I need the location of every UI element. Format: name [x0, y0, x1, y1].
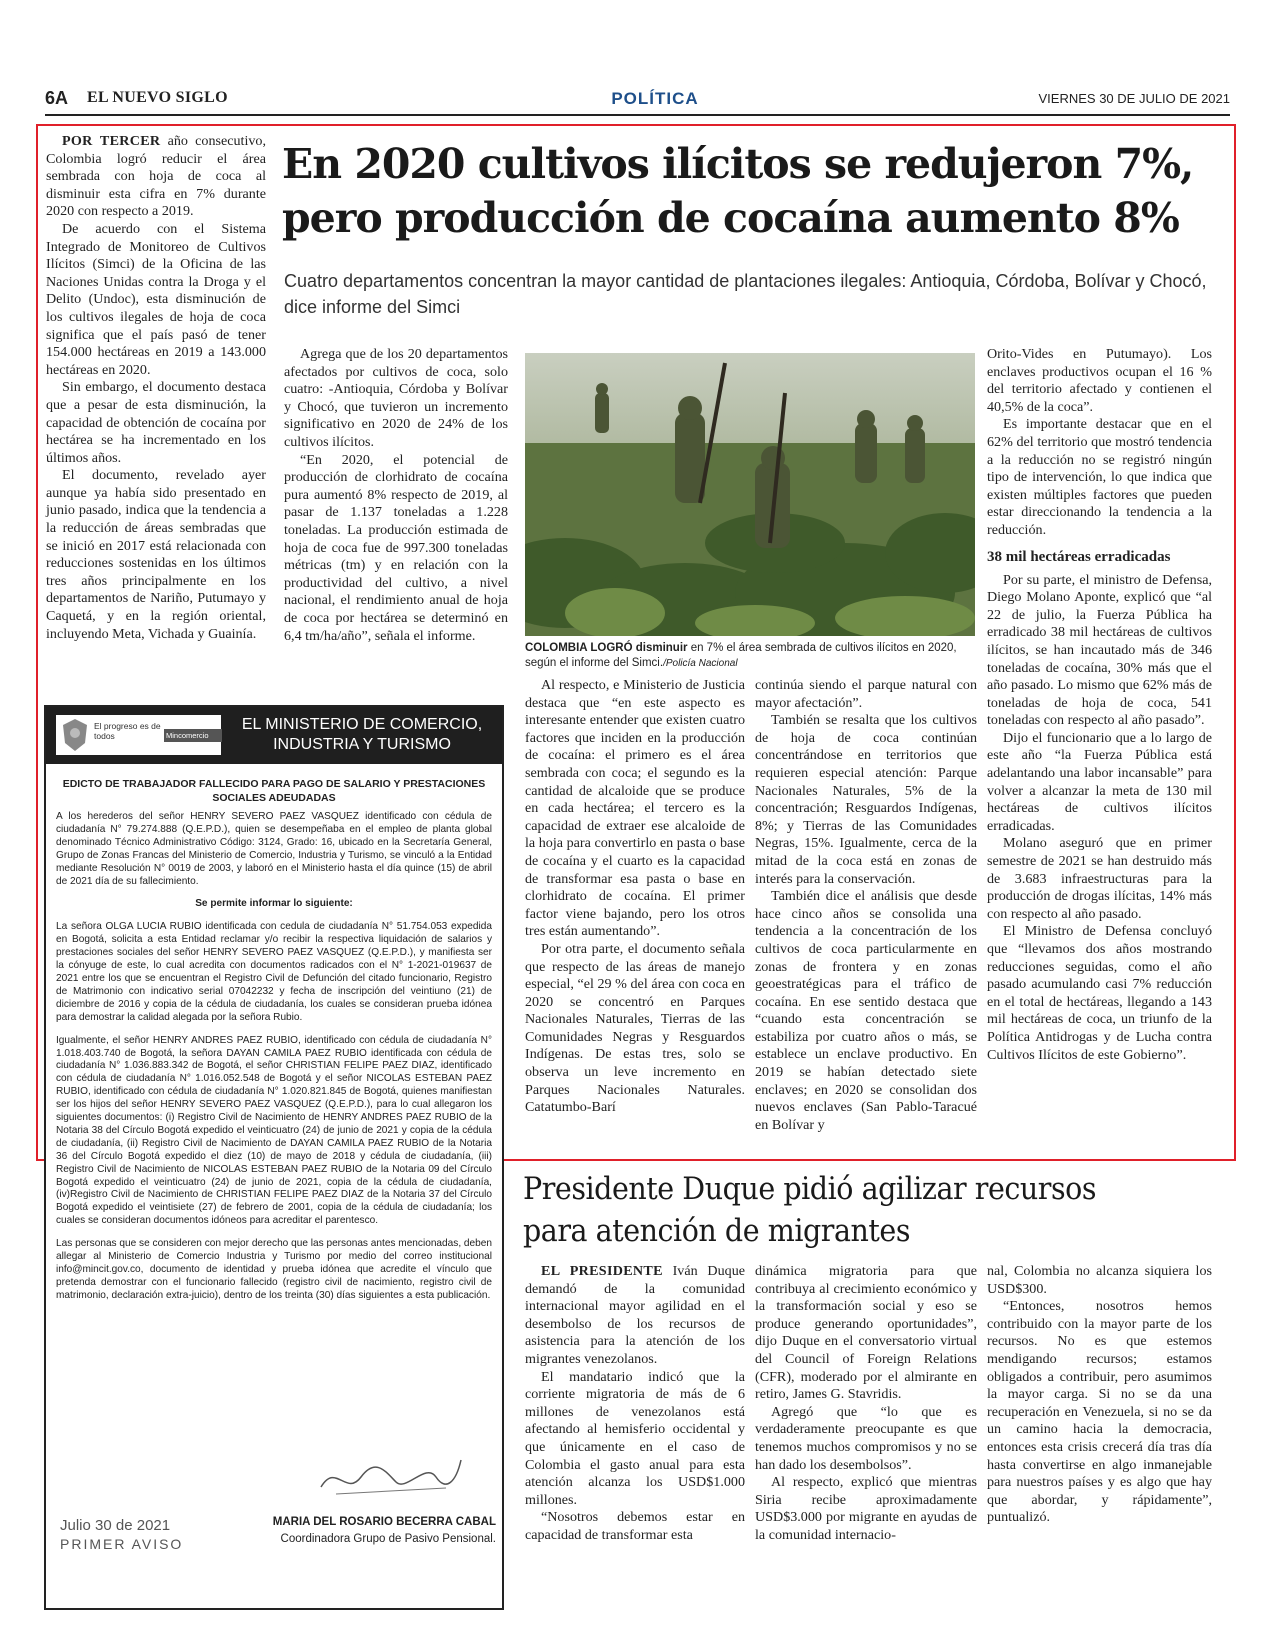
ministry-name: EL MINISTERIO DE COMERCIO, INDUSTRIA Y TURISMO: [241, 716, 483, 753]
article2-column-2: [755, 1263, 977, 1545]
notice-paragraph: A los herederos del señor HENRY SEVERO PAEZ VASQUEZ identificado con cédula de ciudadanía N° 79.274.888 (Q.E.P.D.), quien se desempeñaba en el empleo de planta global denominado Técnico Administrativo Código: 3124, Grado: 16, ubicado en la Secretaría General, Grupo de Zonas Francas del Ministerio de Comercio, Industria y Turismo, se vinculó a la Entidad mediante Resolución N° 0019 de 2003, y laboró en el Ministerio hasta el día quince (15) de abril de 2021 día de su fallecimiento.: [56, 811, 492, 887]
issue-date: VIERNES 30 DE JULIO DE 2021: [1038, 91, 1230, 106]
paragraph: De acuerdo con el Sistema Integrado de Monitoreo de Cultivos Ilícitos (Simci) de la Oficina de las Naciones Unidas contra la Droga y el Delito (Undoc), esta disminución de los cultivos ilegales de hoja de coca significa que el país pasó de tener 154.000 hectáreas en 2019 a 143.000 hectáreas en 2020.: [46, 220, 266, 378]
paragraph: Agregó que “lo que es verdaderamente preocupante es que tenemos muchos compromisos y no se han dado los desembolsos”.: [755, 1403, 977, 1473]
signer-role: Coordinadora Grupo de Pasivo Pensional.: [280, 1533, 496, 1545]
page-number: 6A: [45, 88, 69, 108]
notice-paragraph: La señora OLGA LUCIA RUBIO identificada con cedula de ciudadanía N° 51.754.053 expedida en Bogotá, solicita a esta Entidad reclamar y/o recibir la respectiva liquidación de salarios y prestaciones sociales del señor HENRY SEVERO PAEZ VASQUEZ (Q.E.P.D.), y manifiesta ser la cónyuge de este, lo cual acredita con documentos radicados con el N° 1-2021-019637 de 2021 entre los que se encuentran el Registro Civil de Defunción del citado funcionario, Registro de Matrimonio con indicativo serial 07042232 y fecha de inscripción del veintiuno (21) de diciembre de 2016 y copia de la cédula de ciudadanía, los cuales se consideran prueba idónea para demostrar la calidad alegada por la señora Rubio.: [56, 921, 492, 1023]
caption-text: en 7% el área sembrada de cultivos ilícitos en 2020, según el informe del Simci.: [525, 642, 957, 669]
paragraph: dinámica migratoria para que contribuya al crecimiento económico y la transformación social y eso se produce generando oportunidades”, dijo Duque en el conversatorio virtual del Council of Foreign Relations (CFR), moderado por el almirante en retiro, James G. Stavridis.: [755, 1263, 977, 1403]
paragraph: Iván Duque demandó de la comunidad internacional mayor agilidad en el desembolso de los recursos de asistencia para la atención de los migrantes venezolanos.: [525, 1263, 746, 1367]
paragraph: año consecutivo, Colombia logró reducir el área sembrada con hoja de coca al disminuir esta cifra en 7% durante 2020 con respecto a 2019.: [46, 133, 266, 220]
article-column-1: [46, 133, 266, 643]
paragraph: Molano aseguró que en primer semestre de 2021 se han destruido más de 3.683 infraestructuras para la producción de drogas ilícitas, 14% más con respecto al año pasado.: [987, 835, 1212, 922]
article-lead: EL PRESIDENTE: [541, 1263, 663, 1279]
notice-paragraph: Se permite informar lo siguiente:: [195, 898, 353, 910]
paragraph: nal, Colombia no alcanza siquiera los USD$300.: [987, 1263, 1212, 1297]
page-header: [45, 88, 1230, 116]
paragraph: El documento, revelado ayer aunque ya había sido presentado en junio pasado, indica que la tendencia a la reducción de áreas sembradas que se inició en 2017 está relacionada con reducciones sostenidas en los últimos tres años principalmente en los departamentos de Nariño, Putumayo y Caquetá, y en la región oriental, incluyendo Meta, Vichada y Guainía.: [46, 467, 266, 642]
signer-name: MARIA DEL ROSARIO BECERRA CABAL: [272, 1516, 496, 1528]
paragraph: Es importante destacar que en el 62% del territorio que mostró tendencia a la reducción no se registró ningún tipo de intervención, lo que indica que existen múltiples factores que pueden estar direccionando la tendencia a la reducción.: [987, 416, 1212, 538]
paragraph: Dijo el funcionario que a lo largo de este año “la Fuerza Pública está adelantando una labor incansable” para volver a alcanzar la meta de 130 mil hectáreas de cultivos ilícitos erradicadas.: [987, 729, 1212, 834]
section-name: POLÍTICA: [611, 89, 699, 108]
article-subhead: 38 mil hectáreas erradicadas: [987, 548, 1171, 565]
photo-caption: [525, 641, 977, 671]
paragraph: Agrega que de los 20 departamentos afectados por cultivos de coca, solo cuatro: -Antioquia, Córdoba y Bolívar y Chocó, que tuvieron un incremento significativo en 2020 de 24% de los cultivos ilícitos.: [284, 346, 508, 450]
notice-body: [56, 811, 492, 1313]
article2-column-1: [525, 1263, 745, 1545]
paragraph: También se resalta que los cultivos de hoja de coca continúan concentrándose en territorios que requieren especial atención: Parque Nacionales Naturales, 5% de la concentración; Resguardos Indígenas, 8%; y Tierras de las Comunidades Negras, 15%. Igualmente, cerca de la mitad de la coca está en zonas de interés para la conservación.: [755, 712, 977, 887]
article-title: En 2020 cultivos ilícitos se redujeron 7%, pero producción de cocaína aumento 8%: [282, 140, 1194, 242]
ministry-tag: Mincomercio: [164, 729, 222, 742]
paragraph: También dice el análisis que desde hace cinco años se consolida una tendencia a la concentración de los cultivos de coca particularmente en zonas de frontera y en zonas geoestratégicas para el tráfico de cocaína. En ese sentido destaca que “cuando esta concentración se estabiliza por cuatro años o más, se establece un enclave productivo. En 2019 se habían detectado siete enclaves; en 2020 se consolidan dos nuevos enclaves (San Pablo-Taracué en Bolívar y: [755, 888, 977, 1133]
paragraph: “Entonces, nosotros hemos contribuido con la mayor parte de los recursos. No es que estemos mendigando recursos; estamos obligados a contribuir, pero asumimos la mayor carga. Si no se da una recuperación en Venezuela, si no se da un camino hacia la democracia, entonces esta crisis crecerá día tras día hasta convertirse en algo inmanejable para nuestros países y es algo que hay que abordar, y rápidamente”, puntualizó.: [987, 1298, 1212, 1526]
article-column-6: [755, 677, 977, 1134]
ad-header-bar: [46, 707, 502, 764]
government-logo: [56, 715, 221, 755]
article2-column-3: [987, 1263, 1212, 1527]
photo-credit: /Policía Nacional: [663, 658, 738, 669]
newspaper-name: EL NUEVO SIGLO: [87, 89, 228, 106]
article-deck: Cuatro departamentos concentran la mayor cantidad de plantaciones ilegales: Antioquia, Córdoba, Bolívar y Chocó, dice informe del Simci: [284, 271, 1207, 317]
paragraph: Por su parte, el ministro de Defensa, Diego Molano Aponte, explicó que “al 22 de julio, la Fuerza Pública ha erradicado 38 mil hectáreas de cultivos ilícitos, se han incautado más de 346 toneladas de cocaína, 30% más que el año pasado. Lo mismo que 62% más de toneladas de hoja de coca, 541 toneladas con respecto al año pasado”.: [987, 571, 1212, 729]
notice-label: PRIMER AVISO: [60, 1536, 184, 1552]
coat-of-arms-icon: [60, 717, 90, 753]
signature-icon: [316, 1452, 466, 1502]
article-title-2: Presidente Duque pidió agilizar recursos para atención de migrantes: [523, 1171, 1097, 1249]
article-column-5: [525, 677, 745, 1117]
paragraph: Sin embargo, el documento destaca que a pesar de esta disminución, la capacidad de obtención de cocaína por hectárea se ha incrementado en los últimos años.: [46, 379, 266, 466]
paragraph: Al respecto, explicó que mientras Siria recibe aproximadamente USD$3.000 por migrante en ayudas de la comunidad internacio-: [755, 1474, 977, 1543]
soldiers-eradicating-coca-photo: [525, 353, 975, 636]
paragraph: Al respecto, e Ministerio de Justicia destaca que “en este aspecto es interesante entender que existen cuatro factores que inciden en la producción de cocaína: el primero es el área sembrada con coca; el segundo es la cantidad de alcaloide que se produce en cada hectárea; el tercero es la capacidad de extraer ese alcaloide de la hoja para convertirlo en pasta o base de cocaína y el cuarto es la capacidad de transformar esa pasta o base en clorhidrato de cocaína. El primer factor viene bajando, pero los otros tres están aumentando”.: [525, 677, 745, 940]
notice-paragraph: Igualmente, el señor HENRY ANDRES PAEZ RUBIO, identificado con cédula de ciudadanía N° 1.018.403.740 de Bogotá, la señora DAYAN CAMILA PAEZ RUBIO identificada con cédula de ciudadanía N° 1.036.883.342 de Bogotá, el señor CHRISTIAN FELIPE PAEZ DIAZ, identificado con cédula de ciudadanía N° 1.016.052.548 de Bogotá y el señor NICOLAS ESTEBAN PAEZ RUBIO, identificado con cédula de ciudadanía N° 1.020.821.845 de Bogotá, quienes manifiestan ser los hijos del señor HENRY SEVERO PAEZ VASQUEZ (Q.E.P.D.), para lo cual allegaron los siguientes documentos: (i) Registro Civil de Nacimiento de HENRY ANDRES PAEZ RUBIO de la Notaria 38 del Círculo Bogotá expedido el veinticuatro (24) de junio de 2021 y copia de la cédula de ciudadanía, (ii) Registro Civil de Nacimiento de DAYAN CAMILA PAEZ RUBIO de la Notaria 36 del Círculo Bogotá expedido el diez (10) de mayo de 2018 y cédula de ciudadanía, (iii) Registro Civil de Nacimiento de NICOLAS ESTEBAN PAEZ RUBIO de la Notaria 09 del Círculo Bogotá expedido el veinticuatro (24) de junio de 2021, copia de la cédula de ciudadanía, (iv)Registro Civil de Nacimiento de CHRISTIAN FELIPE PAEZ DIAZ de la Notaria 37 del Círculo Bogotá expedido el veintisiete (27) de febrero de 2001, copia de la cédula de ciudadanía; los cuales se consideran documentos idóneos para acreditar el parentesco.: [56, 1034, 492, 1227]
paragraph: Orito-Vides en Putumayo). Los enclaves productivos ocupan el 16 % del territorio afectado y contienen el 40,5% de la coca”.: [987, 346, 1212, 415]
article-lead: POR TERCER: [62, 133, 161, 149]
legal-notice-ad: [44, 705, 504, 1610]
notice-paragraph: Las personas que se consideren con mejor derecho que las personas antes mencionadas, deben allegar al Ministerio de Comercio Industria y Turismo por medio del correo institucional info@mincit.gov.co, documento de identidad y prueba idónea que acredite el vínculo que pretenda demostrar con el funcionario fallecido (registro civil de nacimiento, registro civil de matrimonio, declaración extra-juicio), dentro de los treinta (30) días siguientes a esta publicación.: [56, 1238, 492, 1301]
government-slogan: El progreso es de todos: [94, 721, 161, 741]
paragraph: El mandatario indicó que la corriente migratoria de más de 6 millones de venezolanos está afectando al hemisferio occidental y que únicamente en el caso de Colombia el gasto anual para esta atención alcanza los USD$1.000 millones.: [525, 1368, 745, 1508]
paragraph: El Ministro de Defensa concluyó que “llevamos dos años mostrando reducciones seguidas, como el año pasado acumulando casi 7% reducción en el total de hectáreas, llegando a 143 mil hectáreas de coca, un triunfo de la Política Antidrogas y de Lucha contra Cultivos Ilícitos de este Gobierno”.: [987, 923, 1212, 1063]
paragraph: “En 2020, el potencial de producción de clorhidrato de cocaína pura aumentó 8% respecto de 2019, al pasar de 1.137 toneladas a 1.228 toneladas. La producción estimada de hoja de coca fue de 997.300 toneladas métricas (tm) y en relación con la productividad del cultivo, a nivel nacional, el rendimiento anual de hoja de coca por hectárea se determinó en 6,4 tm/ha/año”, señala el informe.: [284, 451, 508, 644]
article-column-2: [284, 346, 508, 645]
caption-lead: COLOMBIA LOGRÓ disminuir: [525, 642, 688, 654]
paragraph: continúa siendo el parque natural con mayor afectación”.: [755, 677, 977, 711]
article-column-4: [987, 346, 1212, 1064]
notice-title: EDICTO DE TRABAJADOR FALLECIDO PARA PAGO DE SALARIO Y PRESTACIONES SOCIALES ADEUDADAS: [62, 778, 486, 804]
notice-date: Julio 30 de 2021: [60, 1517, 171, 1534]
article-photo: [525, 353, 975, 636]
paragraph: Por otra parte, el documento señala que respecto de las áreas de manejo especial, “el 29 % del área con coca en 2020 se concentró en Parques Nacionales Naturales, Tierras de las Comunidades Negras y Resguardos Indígenas. De estas tres, solo se observa un leve incremento en Parques Nacionales Naturales. Catatumbo-Barí: [525, 940, 745, 1116]
paragraph: “Nosotros debemos estar en capacidad de transformar esta: [525, 1509, 745, 1543]
